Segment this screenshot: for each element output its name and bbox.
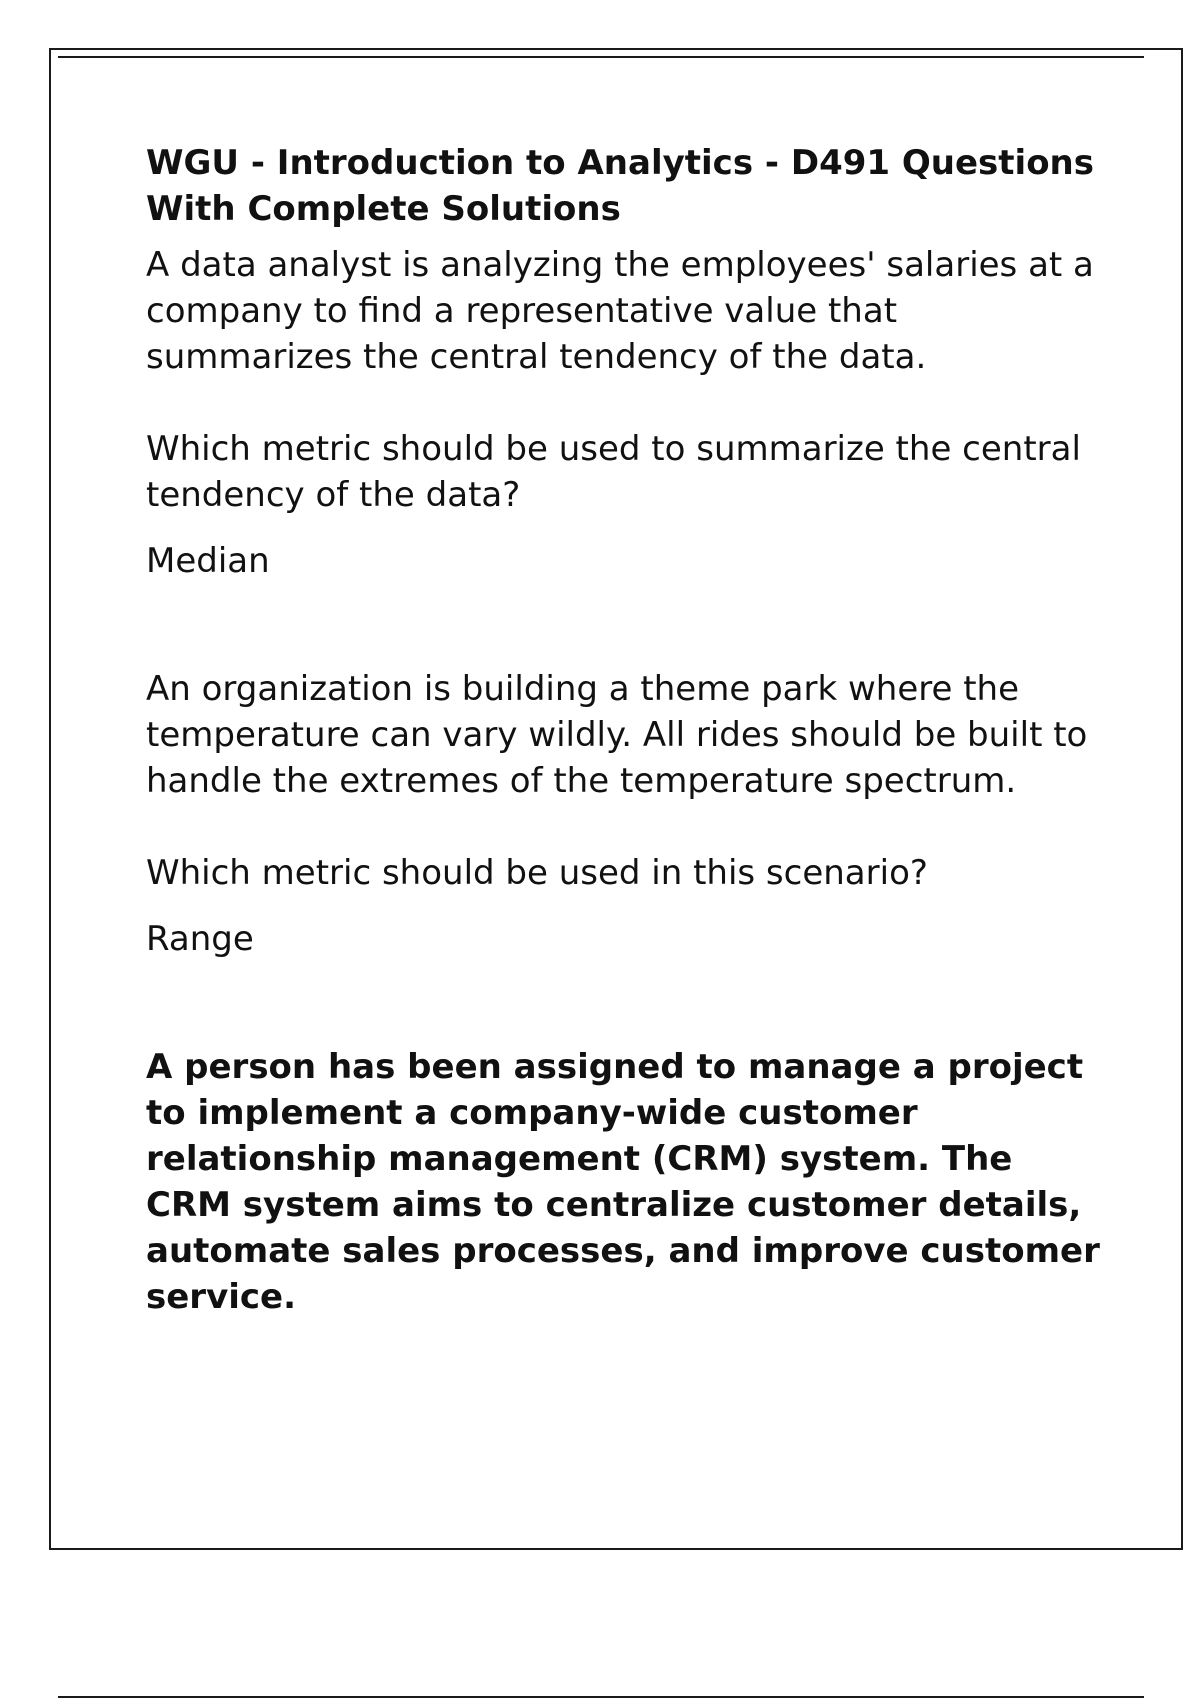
question-text-bold: A person has been assigned to manage a project to implement a company-wide customer relationship management (CRM) system. The CRM system aims to centralize customer details, automate sales processes, and improve customer service. <box>146 1047 1100 1317</box>
answer-text: Median <box>146 541 270 581</box>
question-text: An organization is building a theme park where the temperature can vary wildly. All rides should be built to handle the extremes of the temperature spectrum. Which metric should be used in this scenario? <box>146 669 1088 893</box>
document-title: WGU - Introduction to Analytics - D491 Questions With Complete Solutions <box>146 143 1094 229</box>
question-block-2 <box>146 666 1106 962</box>
header-rule <box>58 56 1144 58</box>
answer-text: Range <box>146 919 254 959</box>
question-text: A data analyst is analyzing the employees' salaries at a company to find a representative value that summarizes the central tendency of the data. Which metric should be used to summarize the central tendency of the data? <box>146 245 1094 515</box>
question-block-1 <box>146 242 1106 584</box>
footer-rule <box>58 1696 1144 1698</box>
document-content <box>146 140 1106 1320</box>
